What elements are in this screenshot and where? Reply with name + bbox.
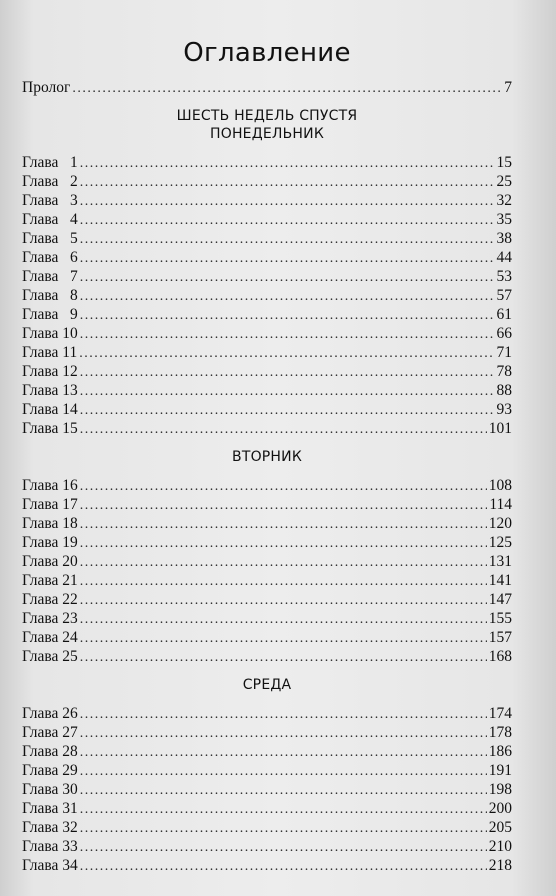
dot-leader: [80, 629, 487, 648]
entry-page: 200: [488, 800, 512, 817]
dot-leader: [80, 325, 495, 344]
entry-label: Глава 3: [22, 192, 78, 209]
dot-leader: [80, 838, 487, 857]
entry-label: Глава 32: [22, 819, 78, 836]
dot-leader: [80, 173, 495, 192]
dot-leader: [80, 477, 487, 496]
toc-entry: [22, 305, 512, 324]
entry-label: Глава 11: [22, 344, 78, 361]
entry-label: Глава 20: [22, 553, 78, 570]
entry-page: 198: [488, 781, 512, 798]
dot-leader: [80, 743, 487, 762]
entry-page: 66: [496, 325, 512, 342]
entry-page: 88: [496, 382, 512, 399]
entry-label: Глава 10: [22, 325, 78, 342]
dot-leader: [80, 800, 487, 819]
entry-page: 157: [488, 629, 512, 646]
entry-page: 125: [488, 534, 512, 551]
entry-page: 7: [504, 79, 512, 96]
dot-leader: [80, 705, 487, 724]
entry-page: 38: [496, 230, 512, 247]
toc-entry: [22, 343, 512, 362]
toc-entry: [22, 191, 512, 210]
dot-leader: [80, 230, 495, 249]
entry-page: 78: [496, 363, 512, 380]
entry-page: 191: [488, 762, 512, 779]
dot-leader: [80, 648, 487, 667]
section-heading: СРЕДА: [242, 677, 292, 693]
entry-label: Глава 7: [22, 268, 78, 285]
entry-label: Глава 14: [22, 401, 78, 418]
entry-page: 32: [496, 192, 512, 209]
dot-leader: [80, 781, 487, 800]
toc-entry: [22, 514, 512, 533]
dot-leader: [80, 363, 495, 382]
toc-entry: [22, 324, 512, 343]
dot-leader: [80, 534, 487, 553]
entry-page: 44: [496, 249, 512, 266]
toc-entry: [22, 153, 512, 172]
toc-sections: [22, 107, 512, 875]
entry-label: Глава 17: [22, 496, 78, 513]
entry-label: Глава 1: [22, 154, 78, 171]
dot-leader: [80, 401, 495, 420]
section-heading: ШЕСТЬ НЕДЕЛЬ СПУСТЯ: [176, 108, 358, 124]
entry-label: Глава 34: [22, 857, 78, 874]
entry-page: 147: [488, 591, 512, 608]
entry-page: 210: [488, 838, 512, 855]
entry-label: Глава 2: [22, 173, 78, 190]
toc-entry-prologue: [22, 78, 512, 97]
entry-label: Глава 5: [22, 230, 78, 247]
entry-label: Глава 25: [22, 648, 78, 665]
entry-page: 35: [496, 211, 512, 228]
toc-entry: [22, 856, 512, 875]
toc-entry: [22, 533, 512, 552]
dot-leader: [80, 553, 487, 572]
toc-entry: [22, 571, 512, 590]
entry-page: 57: [496, 287, 512, 304]
dot-leader: [80, 572, 487, 591]
dot-leader: [80, 591, 487, 610]
entry-label: Глава 18: [22, 515, 78, 532]
toc-entry: [22, 628, 512, 647]
entry-label: Глава 23: [22, 610, 78, 627]
toc-entry: [22, 381, 512, 400]
toc-entry: [22, 742, 512, 761]
entry-page: 141: [488, 572, 512, 589]
dot-leader: [80, 819, 487, 838]
entry-page: 168: [488, 648, 512, 665]
entry-label: Глава 19: [22, 534, 78, 551]
toc-section: [22, 448, 512, 466]
entry-label: Глава 12: [22, 363, 78, 380]
section-heading: ВТОРНИК: [232, 449, 302, 465]
entry-page: 15: [496, 154, 512, 171]
dot-leader: [72, 79, 502, 98]
toc-entry: [22, 495, 512, 514]
dot-leader: [80, 610, 487, 629]
toc-entry: [22, 609, 512, 628]
toc-entry: [22, 172, 512, 191]
entry-page: 205: [488, 819, 512, 836]
entry-page: 114: [489, 496, 512, 513]
entry-page: 218: [488, 857, 512, 874]
dot-leader: [80, 382, 495, 401]
dot-leader: [80, 154, 495, 173]
toc-section: [22, 107, 512, 143]
entry-page: 120: [488, 515, 512, 532]
toc-entry: [22, 761, 512, 780]
toc-section: [22, 676, 512, 694]
dot-leader: [79, 344, 494, 363]
toc-entry: [22, 362, 512, 381]
entry-label: Глава 30: [22, 781, 78, 798]
dot-leader: [80, 515, 487, 534]
section-heading: ПОНЕДЕЛЬНИК: [210, 126, 324, 142]
dot-leader: [80, 287, 495, 306]
toc-entry: [22, 210, 512, 229]
dot-leader: [80, 762, 487, 781]
dot-leader: [80, 496, 488, 515]
entry-label: Глава 26: [22, 705, 78, 722]
entry-page: 61: [496, 306, 512, 323]
toc-entry: [22, 552, 512, 571]
entry-page: 108: [488, 477, 512, 494]
entry-label: Глава 4: [22, 211, 78, 228]
entry-label: Глава 28: [22, 743, 78, 760]
page-title: Оглавление: [183, 38, 351, 68]
entry-label: Глава 16: [22, 477, 78, 494]
entry-page: 25: [496, 173, 512, 190]
dot-leader: [80, 420, 487, 439]
toc-entry: [22, 590, 512, 609]
entry-label: Глава 33: [22, 838, 78, 855]
toc-entry: [22, 647, 512, 666]
entry-page: 131: [488, 553, 512, 570]
toc-entry: [22, 818, 512, 837]
entry-page: 178: [488, 724, 512, 741]
toc-entry: [22, 248, 512, 267]
toc-entry: [22, 780, 512, 799]
toc-entry: [22, 476, 512, 495]
entry-label: Глава 22: [22, 591, 78, 608]
entry-page: 101: [488, 420, 512, 437]
entry-page: 155: [488, 610, 512, 627]
entry-label: Глава 31: [22, 800, 78, 817]
toc-entry: [22, 267, 512, 286]
entry-label: Глава 15: [22, 420, 78, 437]
dot-leader: [80, 306, 495, 325]
dot-leader: [80, 268, 495, 287]
entry-label: Глава 6: [22, 249, 78, 266]
toc-entry: [22, 286, 512, 305]
entry-label: Глава 27: [22, 724, 78, 741]
dot-leader: [80, 192, 495, 211]
toc-entry: [22, 400, 512, 419]
entry-page: 174: [488, 705, 512, 722]
entry-label: Глава 13: [22, 382, 78, 399]
entry-label: Глава 9: [22, 306, 78, 323]
toc-entry: [22, 704, 512, 723]
entry-label: Глава 8: [22, 287, 78, 304]
entry-page: 53: [496, 268, 512, 285]
toc-entry: [22, 229, 512, 248]
entry-label: Глава 24: [22, 629, 78, 646]
dot-leader: [80, 857, 487, 876]
dot-leader: [80, 249, 495, 268]
entry-page: 186: [488, 743, 512, 760]
toc-entry: [22, 799, 512, 818]
toc-entry: [22, 837, 512, 856]
dot-leader: [80, 211, 495, 230]
entry-page: 71: [496, 344, 512, 361]
entry-page: 93: [496, 401, 512, 418]
toc-entry: [22, 723, 512, 742]
toc-entry: [22, 419, 512, 438]
entry-label: Глава 21: [22, 572, 78, 589]
entry-label: Глава 29: [22, 762, 78, 779]
dot-leader: [80, 724, 487, 743]
entry-label: Пролог: [22, 79, 71, 96]
